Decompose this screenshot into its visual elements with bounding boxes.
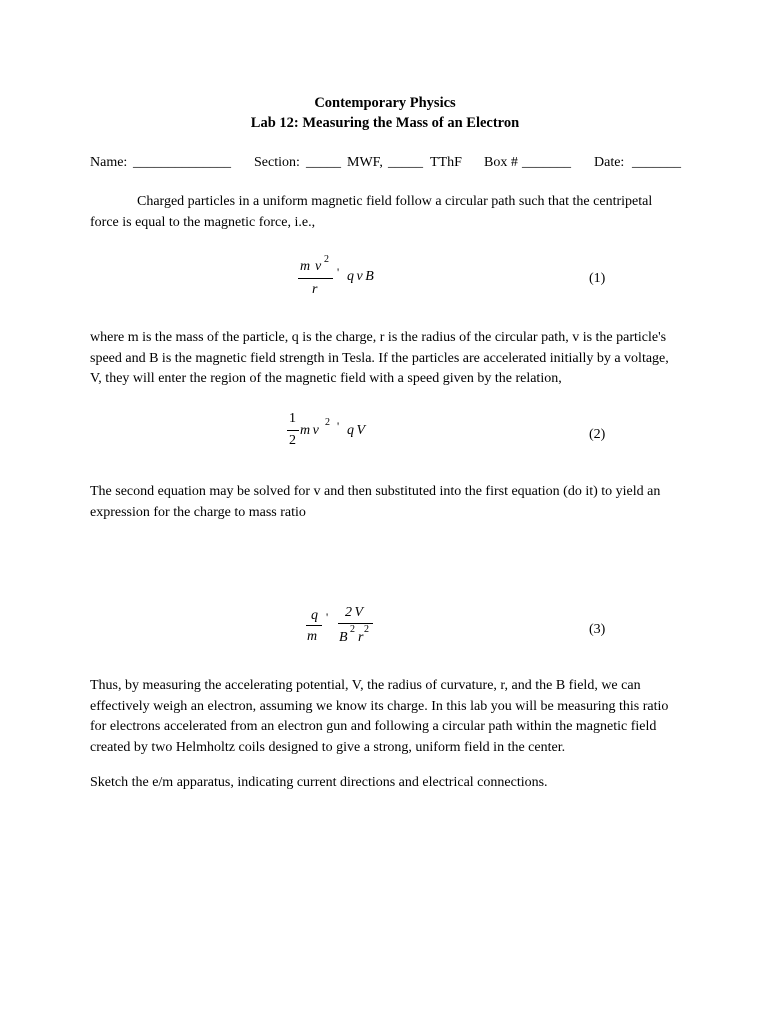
eq3-rhs-numerator: 2 V (345, 605, 364, 620)
section-label: Section: (254, 155, 300, 170)
para3-line-2: expression for the charge to mass ratio (90, 504, 306, 520)
para4-line-4: created by two Helmholtz coils designed to give a strong, uniform field in the center. (90, 739, 566, 755)
document-title: Contemporary Physics (314, 95, 456, 111)
eq3-equals-mark: ' (326, 610, 329, 624)
tthf-label: TThF (430, 155, 462, 170)
box-blank[interactable]: _______ (522, 155, 571, 170)
lab-title: Lab 12: Measuring the Mass of an Electron (250, 115, 520, 131)
eq3-lhs-numerator: q (311, 608, 318, 623)
para5-line-1: Sketch the e/m apparatus, indicating current directions and electrical connections. (90, 775, 548, 790)
section-tthf-blank[interactable]: _____ (388, 155, 423, 170)
paragraph-2 (90, 328, 690, 390)
eq3-lhs-denominator: m (307, 629, 318, 644)
mwf-label: MWF, (347, 155, 383, 170)
para2-line-1: where m is the mass of the particle, q is the charge, r is the radius of the circular path, v is the particle's (90, 330, 667, 345)
date-label: Date: (594, 155, 625, 170)
eq2-mv: m v (300, 423, 319, 438)
eq3-number: (3) (589, 622, 606, 637)
para4-line-3: for electrons accelerated from an electron gun and following a circular path within the magnetic field (90, 719, 657, 734)
eq2-exponent: 2 (325, 417, 330, 428)
eq2-denominator: 2 (289, 433, 296, 448)
intro-line-1: Charged particles in a uniform magnetic field follow a circular path such that the centripetal (137, 194, 653, 209)
box-label: Box # (484, 155, 518, 170)
section-mwf-blank[interactable]: _____ (306, 155, 341, 170)
name-label: Name: (90, 155, 128, 170)
eq1-number: (1) (589, 271, 606, 286)
eq1-rhs: q v B (347, 269, 374, 284)
intro-line-2: force is equal to the magnetic force, i.e., (90, 214, 316, 230)
paragraph-3 (90, 482, 690, 523)
eq3-rhs-b-exponent: 2 (350, 624, 355, 635)
para2-line-2: speed and B is the magnetic field strength in Tesla. If the particles are accelerated initially by a voltage, (90, 350, 669, 366)
eq1-numerator-v: v (315, 259, 322, 274)
eq1-exponent: 2 (324, 254, 329, 265)
para4-line-1: Thus, by measuring the accelerating potential, V, the radius of curvature, r, and the B field, we can (90, 678, 641, 693)
eq1-denominator: r (312, 282, 318, 297)
intro-paragraph (90, 192, 690, 233)
date-blank[interactable]: _______ (632, 155, 681, 170)
paragraph-4 (90, 676, 690, 758)
eq2-numerator: 1 (289, 411, 296, 426)
paragraph-5 (90, 773, 690, 794)
eq2-equals-mark: ' (337, 419, 340, 433)
para4-line-2: effectively weigh an electron, assuming we know its charge. In this lab you will be measuring this ratio (90, 698, 669, 714)
eq3-rhs-denominator-r: r (358, 630, 364, 645)
eq1-equals-mark: ' (337, 265, 340, 279)
eq3-rhs-denominator-b: B (339, 630, 348, 645)
eq1-numerator-m: m (300, 259, 311, 274)
para2-line-3: V, they will enter the region of the magnetic field with a speed given by the relation, (90, 371, 562, 386)
eq2-number: (2) (589, 427, 606, 442)
para3-line-1: The second equation may be solved for v and then substituted into the first equation (do it) to yield an (90, 484, 661, 499)
eq2-rhs: q V (347, 423, 366, 438)
eq3-rhs-r-exponent: 2 (364, 624, 369, 635)
name-blank[interactable]: ______________ (133, 155, 231, 170)
